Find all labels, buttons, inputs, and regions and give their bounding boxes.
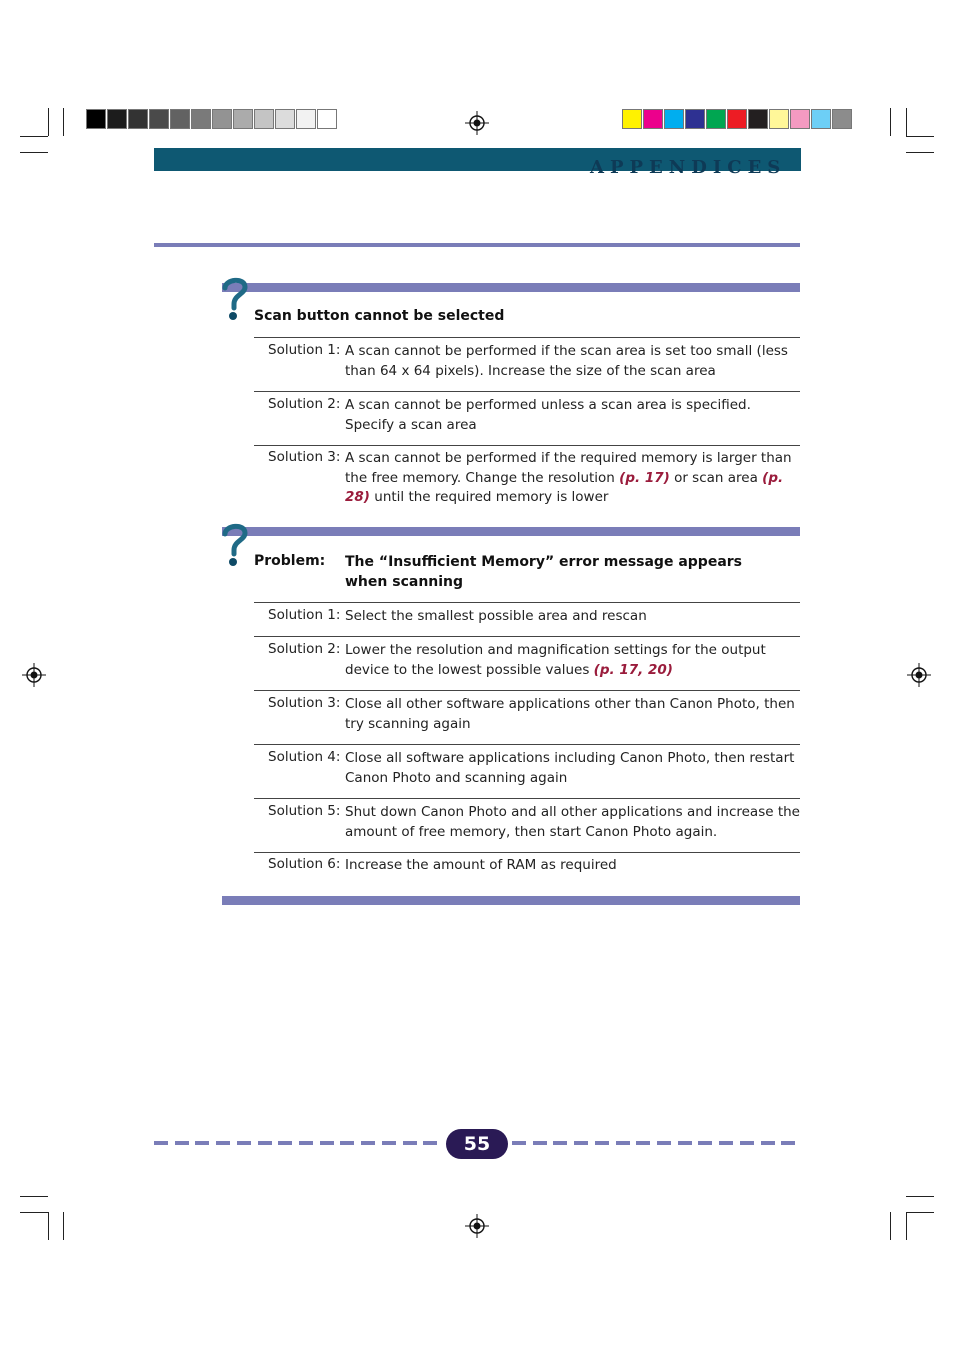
footer-dash xyxy=(636,1141,650,1145)
crop-mark xyxy=(890,1212,891,1240)
footer-dash xyxy=(740,1141,754,1145)
crop-mark xyxy=(906,1196,934,1197)
footer-dash xyxy=(533,1141,547,1145)
solution-label: Solution 3: xyxy=(268,449,341,465)
solution-label: Solution 6: xyxy=(268,856,341,872)
footer-dash xyxy=(512,1141,526,1145)
footer-dash xyxy=(299,1141,313,1145)
footer-dash xyxy=(423,1141,437,1145)
solution-text: A scan cannot be performed unless a scan area is specified. Specify a scan area xyxy=(345,397,751,433)
color-swatch xyxy=(170,109,190,129)
table-row-divider xyxy=(254,391,800,392)
color-swatch xyxy=(664,109,684,129)
table-row-divider xyxy=(254,798,800,799)
solution-text: Select the smallest possible area and rescan xyxy=(345,608,647,624)
color-swatch xyxy=(832,109,852,129)
footer-dash xyxy=(216,1141,230,1145)
color-swatch xyxy=(149,109,169,129)
crop-mark xyxy=(890,108,891,136)
footer-dash xyxy=(278,1141,292,1145)
footer-dash xyxy=(698,1141,712,1145)
color-swatch xyxy=(254,109,274,129)
problem-label: Problem: xyxy=(254,553,326,569)
footer-dash xyxy=(761,1141,775,1145)
table-row-divider xyxy=(254,602,800,603)
footer-dash xyxy=(781,1141,795,1145)
crop-mark xyxy=(906,136,934,137)
crop-mark xyxy=(906,108,907,136)
color-swatch xyxy=(296,109,316,129)
crop-mark xyxy=(48,1212,49,1240)
solution-text xyxy=(345,641,800,680)
color-swatch xyxy=(811,109,831,129)
color-swatch-strip xyxy=(622,109,853,129)
crop-mark xyxy=(63,108,64,136)
footer-dash xyxy=(403,1141,417,1145)
solution-text-part: Lower the resolution and magnification settings for the output device to the lowest possible values xyxy=(345,642,766,678)
footer-dash xyxy=(678,1141,692,1145)
color-swatch xyxy=(769,109,789,129)
problem-title: Scan button cannot be selected xyxy=(254,308,505,324)
table-row-divider xyxy=(254,445,800,446)
problem-title: The “Insufficient Memory” error message appears when scanning xyxy=(345,554,742,590)
color-swatch xyxy=(685,109,705,129)
solution-text-part: until the required memory is lower xyxy=(369,489,609,505)
footer-dash xyxy=(657,1141,671,1145)
color-swatch xyxy=(748,109,768,129)
solution-label: Solution 3: xyxy=(268,695,341,711)
solution-text: Increase the amount of RAM as required xyxy=(345,857,617,873)
footer-dash xyxy=(237,1141,251,1145)
page-reference-link[interactable]: (p. 28) xyxy=(345,469,784,505)
color-swatch xyxy=(790,109,810,129)
color-swatch xyxy=(233,109,253,129)
footer-dash-rule-right xyxy=(512,1141,802,1145)
crop-mark xyxy=(63,1212,64,1240)
footer-dash xyxy=(175,1141,189,1145)
color-swatch xyxy=(643,109,663,129)
crop-mark xyxy=(20,1196,48,1197)
solution-text: Close all software applications including Canon Photo, then restart Canon Photo and scanning again xyxy=(345,750,795,786)
page-reference-link[interactable]: (p. 17, 20) xyxy=(593,661,673,678)
solution-text-part: A scan cannot be performed if the required memory is larger than the free memory. Change the resolution xyxy=(345,450,792,486)
table-row-divider xyxy=(254,744,800,745)
color-swatch xyxy=(107,109,127,129)
color-swatch xyxy=(317,109,337,129)
gray-swatch-strip xyxy=(86,109,338,129)
section-end-bar xyxy=(222,896,800,905)
question-mark-icon xyxy=(220,522,250,568)
footer-dash-rule-left xyxy=(154,1141,444,1145)
table-row-divider xyxy=(254,337,800,338)
footer-dash xyxy=(195,1141,209,1145)
table-row-divider xyxy=(254,636,800,637)
problem-divider-bar xyxy=(222,527,800,536)
crop-mark xyxy=(906,152,934,153)
solution-text: Close all other software applications other than Canon Photo, then try scanning again xyxy=(345,696,795,732)
solution-text: A scan cannot be performed if the scan area is set too small (less than 64 x 64 pixels). Increase the size of the scan area xyxy=(345,343,788,379)
solution-label: Solution 2: xyxy=(268,641,341,657)
solution-label: Solution 5: xyxy=(268,803,341,819)
footer-dash xyxy=(340,1141,354,1145)
registration-mark-icon xyxy=(906,662,932,688)
solution-label: Solution 4: xyxy=(268,749,341,765)
table-row-divider xyxy=(254,690,800,691)
footer-dash xyxy=(553,1141,567,1145)
color-swatch xyxy=(128,109,148,129)
problem-divider-bar xyxy=(222,283,800,292)
footer-dash xyxy=(361,1141,375,1145)
header-rule xyxy=(154,243,800,247)
footer-dash xyxy=(719,1141,733,1145)
page-section-title: APPENDICES xyxy=(590,157,787,178)
page-number: 55 xyxy=(446,1129,508,1159)
crop-mark xyxy=(20,136,48,137)
solution-text-part: or scan area xyxy=(669,469,763,486)
table-row-divider xyxy=(254,852,800,853)
solution-text xyxy=(345,449,800,508)
registration-mark-icon xyxy=(464,1213,490,1239)
crop-mark xyxy=(20,152,48,153)
question-mark-icon xyxy=(220,276,250,322)
color-swatch xyxy=(706,109,726,129)
registration-mark-icon xyxy=(21,662,47,688)
crop-mark xyxy=(906,1212,934,1213)
page-reference-link[interactable]: (p. 17) xyxy=(619,469,670,486)
crop-mark xyxy=(906,1212,907,1240)
footer-dash xyxy=(616,1141,630,1145)
color-swatch xyxy=(212,109,232,129)
color-swatch xyxy=(727,109,747,129)
footer-dash xyxy=(382,1141,396,1145)
solution-label: Solution 1: xyxy=(268,607,341,623)
footer-dash xyxy=(595,1141,609,1145)
color-swatch xyxy=(86,109,106,129)
solution-label: Solution 1: xyxy=(268,342,341,358)
solution-text: Shut down Canon Photo and all other applications and increase the amount of free memory, then start Canon Photo again. xyxy=(345,804,800,840)
footer-dash xyxy=(320,1141,334,1145)
footer-dash xyxy=(574,1141,588,1145)
footer-dash xyxy=(154,1141,168,1145)
solution-label: Solution 2: xyxy=(268,396,341,412)
crop-mark xyxy=(20,1212,48,1213)
registration-mark-icon xyxy=(464,110,490,136)
color-swatch xyxy=(275,109,295,129)
footer-dash xyxy=(258,1141,272,1145)
crop-mark xyxy=(48,108,49,136)
color-swatch xyxy=(191,109,211,129)
color-swatch xyxy=(622,109,642,129)
